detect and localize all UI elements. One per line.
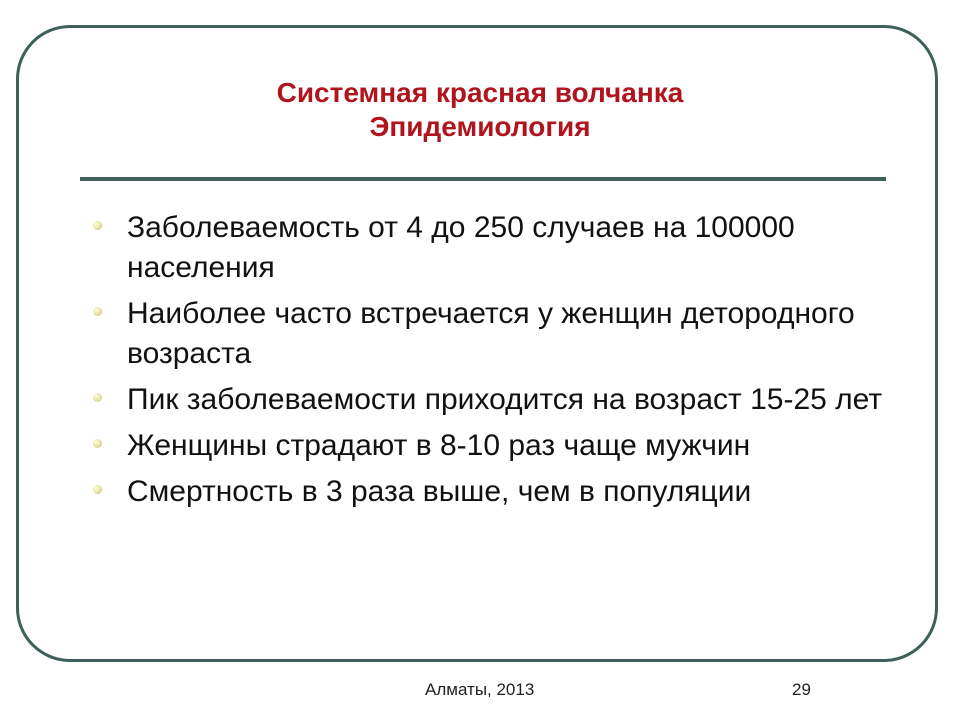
title-line-2: Эпидемиология — [369, 111, 591, 142]
bullet-dot-icon — [93, 393, 102, 402]
bullet-list — [88, 208, 888, 518]
bullet-item — [88, 426, 888, 466]
footer-place-year: Алматы, 2013 — [425, 680, 535, 699]
bullet-dot-icon — [93, 485, 102, 494]
bullet-dot-icon — [93, 439, 102, 448]
bullet-dot-icon — [93, 221, 102, 230]
bullet-item — [88, 294, 888, 374]
bullet-text: Заболеваемость от 4 до 250 случаев на 100000 населения — [127, 211, 795, 284]
bullet-text: Пик заболеваемости приходится на возраст 15-25 лет — [127, 383, 883, 416]
bullet-item — [88, 380, 888, 420]
slide-title — [80, 76, 880, 144]
bullet-text: Наиболее часто встречается у женщин детородного возраста — [127, 297, 855, 370]
bullet-text: Женщины страдают в 8-10 раз чаще мужчин — [127, 429, 751, 462]
bullet-item — [88, 208, 888, 288]
bullet-dot-icon — [93, 307, 102, 316]
footer-page-number: 29 — [792, 680, 811, 699]
title-divider — [80, 177, 886, 181]
title-line-1: Системная красная волчанка — [276, 77, 684, 108]
bullet-item — [88, 472, 888, 512]
bullet-text: Смертность в 3 раза выше, чем в популяции — [127, 475, 752, 508]
